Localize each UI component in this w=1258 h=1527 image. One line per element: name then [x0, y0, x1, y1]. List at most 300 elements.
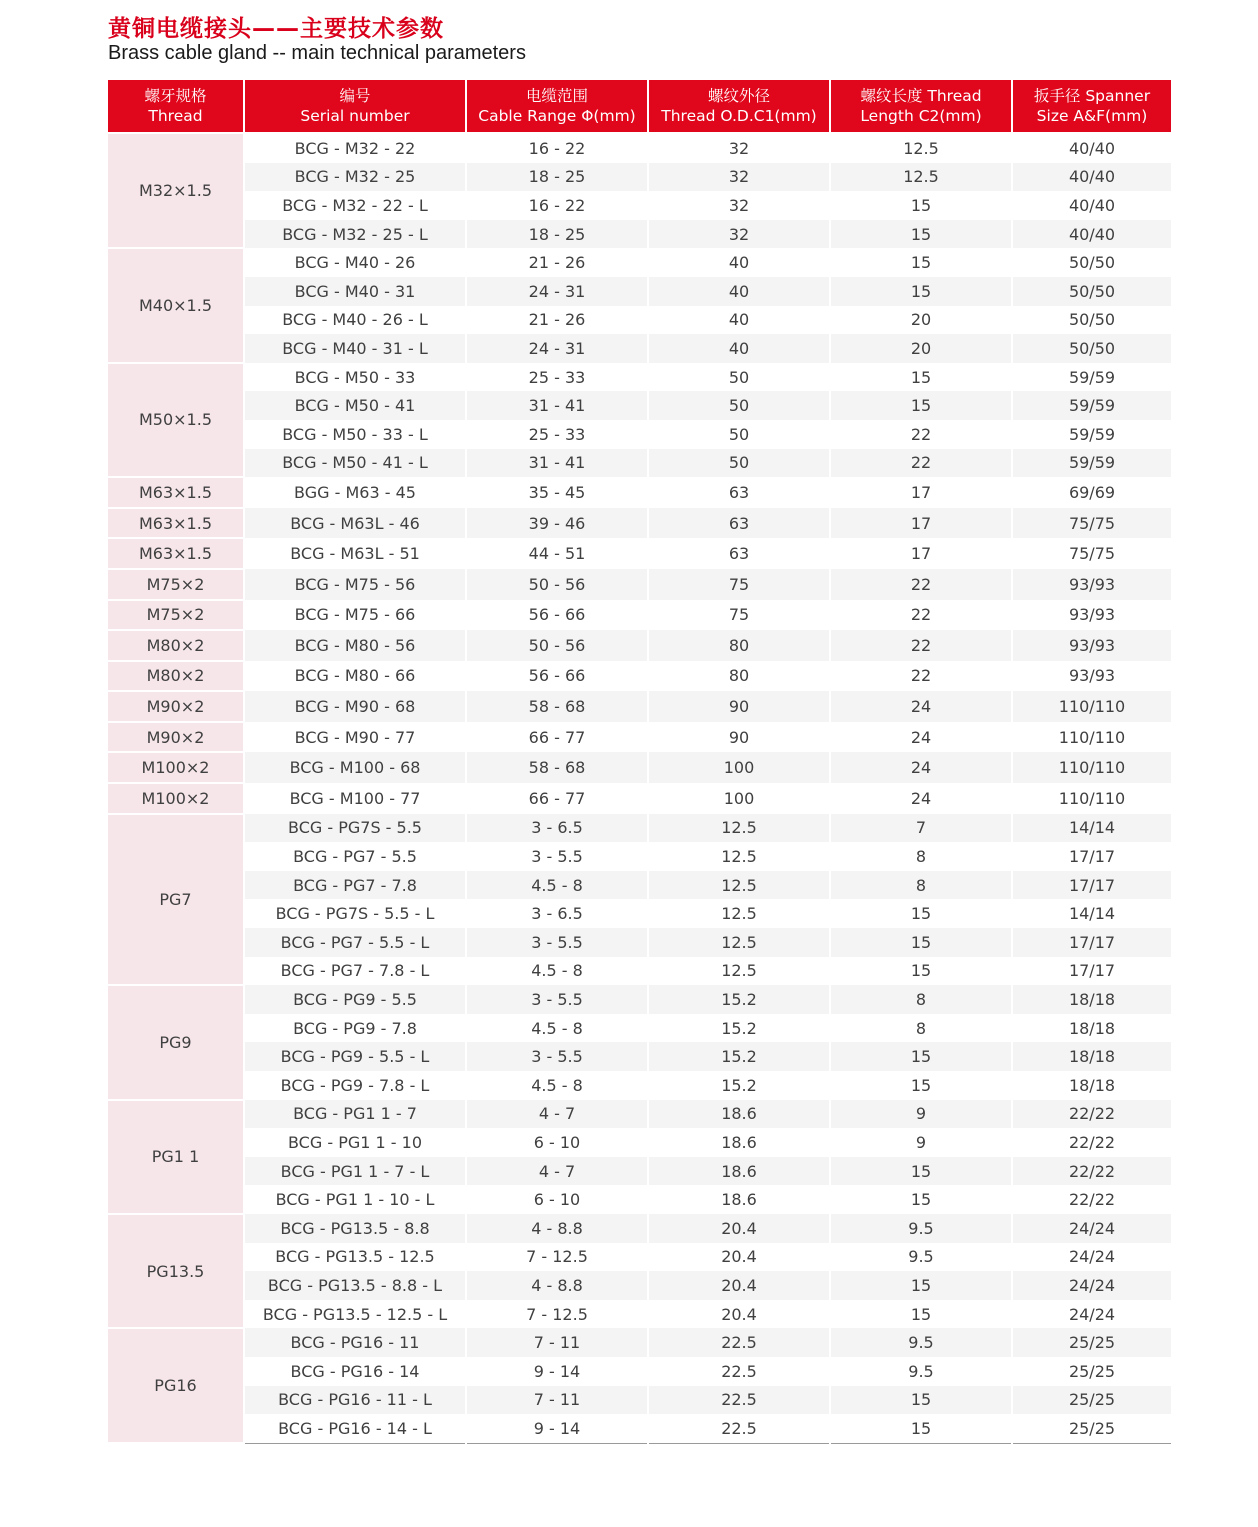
header-en: Thread	[148, 107, 203, 125]
spec-table	[108, 80, 1171, 1444]
spanner-size-cell: 17/17	[1012, 928, 1171, 957]
table-row	[108, 1071, 1171, 1100]
table-row	[108, 1271, 1171, 1300]
spanner-size-cell: 110/110	[1012, 783, 1171, 814]
thread-od-cell: 22.5	[648, 1357, 830, 1386]
serial-number-cell: BCG - PG13.5 - 12.5 - L	[244, 1300, 466, 1329]
thread-od-cell: 75	[648, 600, 830, 631]
table-body	[108, 133, 1171, 1443]
thread-spec-cell: M100×2	[108, 752, 244, 783]
thread-length-cell: 9.5	[830, 1214, 1012, 1243]
thread-od-cell: 50	[648, 391, 830, 420]
header-cn: 扳手径 Spanner	[1033, 87, 1151, 105]
cable-range-cell: 6 - 10	[466, 1185, 648, 1214]
table-row	[108, 630, 1171, 661]
spanner-size-cell: 14/14	[1012, 814, 1171, 843]
spanner-size-cell: 25/25	[1012, 1328, 1171, 1357]
thread-length-cell: 22	[830, 449, 1012, 478]
cable-range-cell: 24 - 31	[466, 277, 648, 306]
spanner-size-cell: 25/25	[1012, 1386, 1171, 1415]
thread-od-cell: 80	[648, 661, 830, 692]
thread-od-cell: 22.5	[648, 1328, 830, 1357]
header-en: Serial number	[300, 107, 410, 125]
table-row	[108, 220, 1171, 249]
table-row	[108, 1128, 1171, 1157]
thread-length-cell: 15	[830, 1042, 1012, 1071]
spanner-size-cell: 18/18	[1012, 1042, 1171, 1071]
serial-number-cell: BCG - PG16 - 11	[244, 1328, 466, 1357]
thread-od-cell: 32	[648, 191, 830, 220]
serial-number-cell: BCG - PG13.5 - 8.8 - L	[244, 1271, 466, 1300]
serial-number-cell: BCG - M40 - 31	[244, 277, 466, 306]
spanner-size-cell: 14/14	[1012, 899, 1171, 928]
serial-number-cell: BCG - M90 - 77	[244, 722, 466, 753]
thread-length-cell: 15	[830, 957, 1012, 986]
cable-range-cell: 39 - 46	[466, 508, 648, 539]
serial-number-cell: BCG - PG1 1 - 7 - L	[244, 1157, 466, 1186]
spanner-size-cell: 93/93	[1012, 600, 1171, 631]
thread-od-cell: 15.2	[648, 1014, 830, 1043]
header-thread	[108, 80, 244, 133]
spanner-size-cell: 110/110	[1012, 722, 1171, 753]
thread-length-cell: 15	[830, 191, 1012, 220]
thread-od-cell: 90	[648, 722, 830, 753]
serial-number-cell: BCG - PG9 - 5.5	[244, 985, 466, 1014]
serial-number-cell: BCG - PG13.5 - 8.8	[244, 1214, 466, 1243]
thread-od-cell: 12.5	[648, 928, 830, 957]
table-row	[108, 783, 1171, 814]
table-row	[108, 508, 1171, 539]
cable-range-cell: 58 - 68	[466, 691, 648, 722]
thread-spec-cell: M90×2	[108, 691, 244, 722]
table-row	[108, 1243, 1171, 1272]
cable-range-cell: 25 - 33	[466, 363, 648, 392]
cable-range-cell: 4.5 - 8	[466, 871, 648, 900]
header-cn: 螺纹长度 Thread	[860, 87, 982, 105]
cable-range-cell: 7 - 12.5	[466, 1300, 648, 1329]
thread-spec-cell: M75×2	[108, 600, 244, 631]
table-row	[108, 1100, 1171, 1129]
table-row	[108, 752, 1171, 783]
header-thread-od	[648, 80, 830, 133]
table-row	[108, 163, 1171, 192]
cable-range-cell: 31 - 41	[466, 449, 648, 478]
spanner-size-cell: 93/93	[1012, 630, 1171, 661]
table-row	[108, 928, 1171, 957]
table-row	[108, 899, 1171, 928]
spanner-size-cell: 25/25	[1012, 1414, 1171, 1443]
thread-spec-cell: M63×1.5	[108, 538, 244, 569]
table-row	[108, 569, 1171, 600]
thread-od-cell: 20.4	[648, 1214, 830, 1243]
serial-number-cell: BCG - M100 - 77	[244, 783, 466, 814]
thread-od-cell: 40	[648, 334, 830, 363]
thread-od-cell: 20.4	[648, 1271, 830, 1300]
page-title-chinese: 黄铜电缆接头——主要技术参数	[108, 16, 444, 42]
thread-length-cell: 22	[830, 600, 1012, 631]
table-row	[108, 420, 1171, 449]
thread-length-cell: 17	[830, 538, 1012, 569]
thread-length-cell: 22	[830, 661, 1012, 692]
table-row	[108, 1214, 1171, 1243]
serial-number-cell: BCG - PG16 - 11 - L	[244, 1386, 466, 1415]
table-row	[108, 871, 1171, 900]
spanner-size-cell: 93/93	[1012, 569, 1171, 600]
thread-od-cell: 12.5	[648, 957, 830, 986]
serial-number-cell: BCG - PG9 - 7.8 - L	[244, 1071, 466, 1100]
thread-od-cell: 12.5	[648, 814, 830, 843]
cable-range-cell: 58 - 68	[466, 752, 648, 783]
thread-od-cell: 18.6	[648, 1157, 830, 1186]
thread-od-cell: 63	[648, 508, 830, 539]
thread-length-cell: 12.5	[830, 163, 1012, 192]
thread-length-cell: 17	[830, 508, 1012, 539]
serial-number-cell: BCG - PG7 - 7.8	[244, 871, 466, 900]
thread-od-cell: 22.5	[648, 1386, 830, 1415]
thread-spec-cell: M40×1.5	[108, 248, 244, 362]
thread-spec-cell: M80×2	[108, 630, 244, 661]
spanner-size-cell: 50/50	[1012, 334, 1171, 363]
cable-range-cell: 44 - 51	[466, 538, 648, 569]
serial-number-cell: BCG - M32 - 25	[244, 163, 466, 192]
serial-number-cell: BCG - M50 - 33 - L	[244, 420, 466, 449]
serial-number-cell: BCG - PG9 - 7.8	[244, 1014, 466, 1043]
thread-od-cell: 90	[648, 691, 830, 722]
cable-range-cell: 4 - 7	[466, 1157, 648, 1186]
serial-number-cell: BCG - M80 - 66	[244, 661, 466, 692]
thread-od-cell: 80	[648, 630, 830, 661]
serial-number-cell: BCG - PG7 - 5.5 - L	[244, 928, 466, 957]
header-cn: 螺牙规格	[144, 87, 207, 105]
serial-number-cell: BCG - M50 - 41 - L	[244, 449, 466, 478]
thread-spec-cell: M90×2	[108, 722, 244, 753]
cable-range-cell: 21 - 26	[466, 306, 648, 335]
serial-number-cell: BCG - M40 - 26	[244, 248, 466, 277]
cable-range-cell: 4.5 - 8	[466, 1071, 648, 1100]
thread-length-cell: 8	[830, 1014, 1012, 1043]
cable-range-cell: 16 - 22	[466, 191, 648, 220]
spanner-size-cell: 17/17	[1012, 842, 1171, 871]
spanner-size-cell: 40/40	[1012, 191, 1171, 220]
thread-length-cell: 22	[830, 630, 1012, 661]
thread-spec-cell: M63×1.5	[108, 477, 244, 508]
thread-od-cell: 22.5	[648, 1414, 830, 1443]
thread-length-cell: 9.5	[830, 1328, 1012, 1357]
thread-length-cell: 22	[830, 420, 1012, 449]
table-row	[108, 449, 1171, 478]
serial-number-cell: BCG - M40 - 26 - L	[244, 306, 466, 335]
cable-range-cell: 3 - 5.5	[466, 1042, 648, 1071]
header-thread-length	[830, 80, 1012, 133]
header-cn: 螺纹外径	[707, 87, 770, 105]
table-row	[108, 842, 1171, 871]
cable-range-cell: 16 - 22	[466, 133, 648, 163]
spanner-size-cell: 24/24	[1012, 1271, 1171, 1300]
spanner-size-cell: 59/59	[1012, 420, 1171, 449]
spanner-size-cell: 17/17	[1012, 871, 1171, 900]
table-row	[108, 334, 1171, 363]
table-row	[108, 600, 1171, 631]
table-row	[108, 277, 1171, 306]
thread-length-cell: 15	[830, 1386, 1012, 1415]
serial-number-cell: BCG - M100 - 68	[244, 752, 466, 783]
thread-spec-cell: M75×2	[108, 569, 244, 600]
thread-length-cell: 15	[830, 1414, 1012, 1443]
table-row	[108, 1414, 1171, 1443]
header-serial-number	[244, 80, 466, 133]
thread-length-cell: 9.5	[830, 1357, 1012, 1386]
serial-number-cell: BCG - PG7 - 7.8 - L	[244, 957, 466, 986]
page-title-english: Brass cable gland -- main technical parameters	[108, 42, 526, 64]
cable-range-cell: 18 - 25	[466, 220, 648, 249]
serial-number-cell: BCG - PG16 - 14 - L	[244, 1414, 466, 1443]
table-row	[108, 538, 1171, 569]
serial-number-cell: BCG - PG1 1 - 7	[244, 1100, 466, 1129]
cable-range-cell: 50 - 56	[466, 630, 648, 661]
thread-od-cell: 18.6	[648, 1185, 830, 1214]
spanner-size-cell: 75/75	[1012, 538, 1171, 569]
table-row	[108, 133, 1171, 163]
thread-od-cell: 12.5	[648, 871, 830, 900]
table-row	[108, 1300, 1171, 1329]
cable-range-cell: 9 - 14	[466, 1357, 648, 1386]
table-row	[108, 1042, 1171, 1071]
serial-number-cell: BCG - M40 - 31 - L	[244, 334, 466, 363]
spanner-size-cell: 25/25	[1012, 1357, 1171, 1386]
table-row	[108, 1328, 1171, 1357]
spanner-size-cell: 110/110	[1012, 691, 1171, 722]
table-row	[108, 661, 1171, 692]
serial-number-cell: BCG - M32 - 22 - L	[244, 191, 466, 220]
cable-range-cell: 3 - 5.5	[466, 985, 648, 1014]
thread-od-cell: 63	[648, 538, 830, 569]
cable-range-cell: 31 - 41	[466, 391, 648, 420]
thread-length-cell: 15	[830, 391, 1012, 420]
thread-od-cell: 50	[648, 420, 830, 449]
thread-od-cell: 50	[648, 449, 830, 478]
serial-number-cell: BCG - PG7S - 5.5 - L	[244, 899, 466, 928]
spanner-size-cell: 40/40	[1012, 133, 1171, 163]
serial-number-cell: BGG - M63 - 45	[244, 477, 466, 508]
serial-number-cell: BCG - M50 - 41	[244, 391, 466, 420]
table-row	[108, 363, 1171, 392]
spanner-size-cell: 40/40	[1012, 163, 1171, 192]
thread-spec-cell: PG7	[108, 814, 244, 986]
spanner-size-cell: 50/50	[1012, 277, 1171, 306]
cable-range-cell: 9 - 14	[466, 1414, 648, 1443]
cable-range-cell: 3 - 6.5	[466, 899, 648, 928]
table-row	[108, 985, 1171, 1014]
table-row	[108, 1386, 1171, 1415]
spanner-size-cell: 59/59	[1012, 449, 1171, 478]
table-row	[108, 1014, 1171, 1043]
table-row	[108, 391, 1171, 420]
spanner-size-cell: 22/22	[1012, 1128, 1171, 1157]
thread-od-cell: 12.5	[648, 899, 830, 928]
thread-od-cell: 15.2	[648, 1071, 830, 1100]
thread-length-cell: 9	[830, 1128, 1012, 1157]
thread-od-cell: 18.6	[648, 1100, 830, 1129]
thread-length-cell: 15	[830, 1271, 1012, 1300]
thread-length-cell: 22	[830, 569, 1012, 600]
cable-range-cell: 4 - 7	[466, 1100, 648, 1129]
cable-range-cell: 4 - 8.8	[466, 1271, 648, 1300]
cable-range-cell: 3 - 6.5	[466, 814, 648, 843]
header-en: Length C2(mm)	[860, 107, 982, 125]
table-row	[108, 191, 1171, 220]
cable-range-cell: 7 - 11	[466, 1328, 648, 1357]
thread-length-cell: 15	[830, 1157, 1012, 1186]
thread-length-cell: 17	[830, 477, 1012, 508]
serial-number-cell: BCG - PG16 - 14	[244, 1357, 466, 1386]
spanner-size-cell: 24/24	[1012, 1243, 1171, 1272]
thread-length-cell: 9	[830, 1100, 1012, 1129]
thread-od-cell: 40	[648, 306, 830, 335]
cable-range-cell: 3 - 5.5	[466, 928, 648, 957]
spanner-size-cell: 22/22	[1012, 1157, 1171, 1186]
spanner-size-cell: 22/22	[1012, 1100, 1171, 1129]
table-row	[108, 814, 1171, 843]
thread-length-cell: 9.5	[830, 1243, 1012, 1272]
thread-length-cell: 24	[830, 783, 1012, 814]
cable-range-cell: 4.5 - 8	[466, 957, 648, 986]
cable-range-cell: 24 - 31	[466, 334, 648, 363]
table-row	[108, 306, 1171, 335]
spanner-size-cell: 75/75	[1012, 508, 1171, 539]
thread-od-cell: 40	[648, 277, 830, 306]
thread-od-cell: 15.2	[648, 985, 830, 1014]
serial-number-cell: BCG - PG7S - 5.5	[244, 814, 466, 843]
table-row	[108, 1357, 1171, 1386]
serial-number-cell: BCG - PG1 1 - 10	[244, 1128, 466, 1157]
thread-length-cell: 24	[830, 722, 1012, 753]
cable-range-cell: 3 - 5.5	[466, 842, 648, 871]
spanner-size-cell: 50/50	[1012, 248, 1171, 277]
thread-length-cell: 15	[830, 277, 1012, 306]
thread-od-cell: 100	[648, 752, 830, 783]
thread-spec-cell: PG16	[108, 1328, 244, 1443]
spanner-size-cell: 50/50	[1012, 306, 1171, 335]
serial-number-cell: BCG - M32 - 25 - L	[244, 220, 466, 249]
thread-length-cell: 24	[830, 691, 1012, 722]
table-row	[108, 248, 1171, 277]
cable-range-cell: 25 - 33	[466, 420, 648, 449]
header-en: Cable Range Φ(mm)	[478, 107, 636, 125]
thread-length-cell: 7	[830, 814, 1012, 843]
thread-od-cell: 20.4	[648, 1243, 830, 1272]
serial-number-cell: BCG - M75 - 66	[244, 600, 466, 631]
thread-length-cell: 24	[830, 752, 1012, 783]
thread-length-cell: 20	[830, 334, 1012, 363]
header-cn: 编号	[339, 87, 371, 105]
header-en: Size A&F(mm)	[1036, 107, 1148, 125]
spanner-size-cell: 24/24	[1012, 1300, 1171, 1329]
thread-length-cell: 15	[830, 928, 1012, 957]
serial-number-cell: BCG - M63L - 51	[244, 538, 466, 569]
spanner-size-cell: 22/22	[1012, 1185, 1171, 1214]
cable-range-cell: 66 - 77	[466, 783, 648, 814]
thread-length-cell: 15	[830, 363, 1012, 392]
header-spanner-size	[1012, 80, 1171, 133]
header-cable-range	[466, 80, 648, 133]
cable-range-cell: 4.5 - 8	[466, 1014, 648, 1043]
cable-range-cell: 50 - 56	[466, 569, 648, 600]
thread-spec-cell: M32×1.5	[108, 133, 244, 248]
thread-spec-cell: M80×2	[108, 661, 244, 692]
thread-length-cell: 15	[830, 1185, 1012, 1214]
thread-length-cell: 8	[830, 842, 1012, 871]
spanner-size-cell: 40/40	[1012, 220, 1171, 249]
thread-od-cell: 18.6	[648, 1128, 830, 1157]
spanner-size-cell: 18/18	[1012, 1071, 1171, 1100]
spanner-size-cell: 93/93	[1012, 661, 1171, 692]
thread-od-cell: 32	[648, 163, 830, 192]
thread-length-cell: 15	[830, 899, 1012, 928]
spanner-size-cell: 24/24	[1012, 1214, 1171, 1243]
serial-number-cell: BCG - M80 - 56	[244, 630, 466, 661]
table-row	[108, 691, 1171, 722]
thread-od-cell: 40	[648, 248, 830, 277]
thread-length-cell: 15	[830, 220, 1012, 249]
cable-range-cell: 4 - 8.8	[466, 1214, 648, 1243]
cable-range-cell: 7 - 12.5	[466, 1243, 648, 1272]
thread-length-cell: 8	[830, 871, 1012, 900]
serial-number-cell: BCG - PG1 1 - 10 - L	[244, 1185, 466, 1214]
thread-length-cell: 15	[830, 1071, 1012, 1100]
table-row	[108, 722, 1171, 753]
thread-od-cell: 63	[648, 477, 830, 508]
serial-number-cell: BCG - PG9 - 5.5 - L	[244, 1042, 466, 1071]
cable-range-cell: 6 - 10	[466, 1128, 648, 1157]
serial-number-cell: BCG - M63L - 46	[244, 508, 466, 539]
thread-od-cell: 12.5	[648, 842, 830, 871]
cable-range-cell: 7 - 11	[466, 1386, 648, 1415]
spanner-size-cell: 18/18	[1012, 1014, 1171, 1043]
thread-spec-cell: M63×1.5	[108, 508, 244, 539]
spanner-size-cell: 59/59	[1012, 391, 1171, 420]
serial-number-cell: BCG - M32 - 22	[244, 133, 466, 163]
thread-length-cell: 15	[830, 1300, 1012, 1329]
thread-spec-cell: PG9	[108, 985, 244, 1099]
thread-length-cell: 8	[830, 985, 1012, 1014]
thread-spec-cell: M50×1.5	[108, 363, 244, 477]
header-en: Thread O.D.C1(mm)	[661, 107, 817, 125]
spanner-size-cell: 17/17	[1012, 957, 1171, 986]
serial-number-cell: BCG - M50 - 33	[244, 363, 466, 392]
serial-number-cell: BCG - M90 - 68	[244, 691, 466, 722]
table-row	[108, 477, 1171, 508]
thread-od-cell: 32	[648, 220, 830, 249]
thread-length-cell: 20	[830, 306, 1012, 335]
cable-range-cell: 56 - 66	[466, 600, 648, 631]
cable-range-cell: 18 - 25	[466, 163, 648, 192]
thread-spec-cell: PG1 1	[108, 1100, 244, 1214]
spanner-size-cell: 18/18	[1012, 985, 1171, 1014]
thread-od-cell: 75	[648, 569, 830, 600]
table-row	[108, 957, 1171, 986]
serial-number-cell: BCG - PG13.5 - 12.5	[244, 1243, 466, 1272]
thread-od-cell: 50	[648, 363, 830, 392]
spanner-size-cell: 110/110	[1012, 752, 1171, 783]
thread-od-cell: 100	[648, 783, 830, 814]
thread-length-cell: 12.5	[830, 133, 1012, 163]
serial-number-cell: BCG - M75 - 56	[244, 569, 466, 600]
spanner-size-cell: 59/59	[1012, 363, 1171, 392]
cable-range-cell: 56 - 66	[466, 661, 648, 692]
cable-range-cell: 35 - 45	[466, 477, 648, 508]
thread-od-cell: 32	[648, 133, 830, 163]
table-header-row	[108, 80, 1171, 133]
